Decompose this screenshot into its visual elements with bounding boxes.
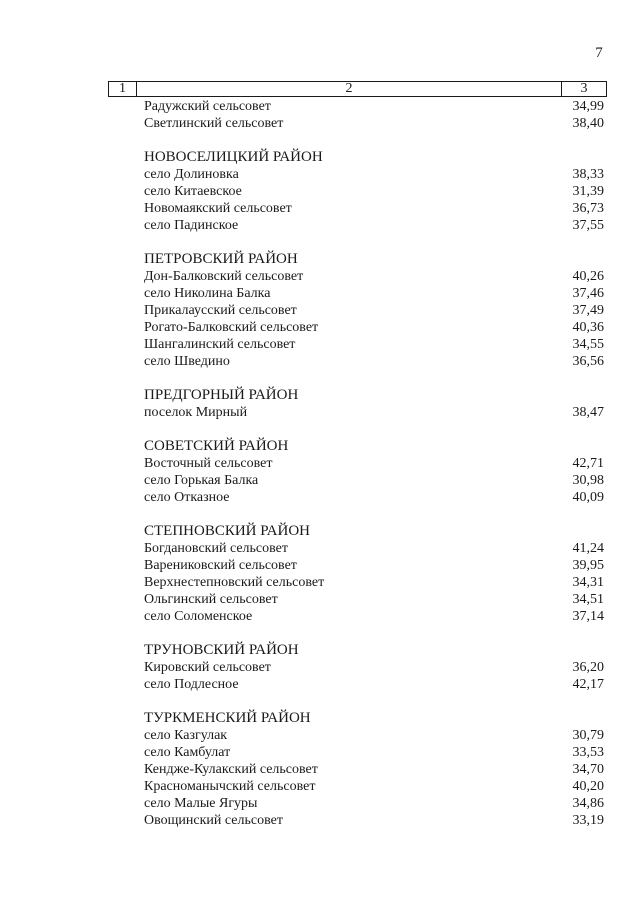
settlement-value: 33,19 bbox=[572, 813, 604, 828]
settlement-name: Богдановский сельсовет bbox=[144, 541, 288, 556]
table-header-row bbox=[108, 81, 607, 97]
settlement-name: село Шведино bbox=[144, 354, 230, 369]
table-row bbox=[144, 285, 604, 302]
settlement-name: село Казгулак bbox=[144, 728, 228, 743]
settlement-name: село Долиновка bbox=[144, 167, 239, 182]
settlement-name: Прикалаусский сельсовет bbox=[144, 303, 297, 318]
table-row bbox=[144, 455, 604, 472]
table-row bbox=[144, 115, 604, 132]
district-title: СТЕПНОВСКИЙ РАЙОН bbox=[144, 523, 311, 539]
district-title: НОВОСЕЛИЦКИЙ РАЙОН bbox=[144, 149, 323, 165]
settlement-value: 34,86 bbox=[572, 796, 604, 811]
district-section bbox=[144, 98, 604, 132]
settlement-name: село Николина Балка bbox=[144, 286, 271, 301]
settlement-value: 34,31 bbox=[572, 575, 604, 590]
settlement-name: Светлинский сельсовет bbox=[144, 116, 284, 131]
page-number: 7 bbox=[595, 45, 603, 61]
settlement-value: 34,70 bbox=[572, 762, 604, 777]
table-row bbox=[144, 268, 604, 285]
table-row bbox=[144, 472, 604, 489]
column-header-1: 1 bbox=[109, 82, 137, 96]
district-title: СОВЕТСКИЙ РАЙОН bbox=[144, 438, 289, 454]
district-section bbox=[144, 149, 604, 234]
district-section bbox=[144, 523, 604, 625]
column-header-3: 3 bbox=[580, 81, 588, 96]
settlement-value: 34,51 bbox=[572, 592, 604, 607]
settlement-name: село Горькая Балка bbox=[144, 473, 259, 488]
table-row bbox=[144, 200, 604, 217]
table-row bbox=[144, 319, 604, 336]
settlement-value: 38,40 bbox=[572, 116, 604, 131]
settlement-value: 42,17 bbox=[572, 677, 604, 692]
table-row bbox=[144, 404, 604, 421]
table-row bbox=[144, 795, 604, 812]
settlement-name: село Отказное bbox=[144, 490, 230, 505]
settlement-value: 40,09 bbox=[572, 490, 604, 505]
table-row bbox=[144, 183, 604, 200]
settlement-value: 36,20 bbox=[572, 660, 604, 675]
table-row bbox=[144, 659, 604, 676]
settlement-value: 31,39 bbox=[572, 184, 604, 199]
settlement-name: Кировский сельсовет bbox=[144, 660, 271, 675]
table-row bbox=[144, 761, 604, 778]
settlement-value: 34,99 bbox=[572, 99, 604, 114]
settlement-value: 36,73 bbox=[572, 201, 604, 216]
settlement-value: 38,33 bbox=[572, 167, 604, 182]
settlement-name: Ольгинский сельсовет bbox=[144, 592, 278, 607]
table-row bbox=[144, 353, 604, 370]
settlement-value: 30,98 bbox=[572, 473, 604, 488]
settlement-name: Рогато-Балковский сельсовет bbox=[144, 320, 319, 335]
settlement-name: село Малые Ягуры bbox=[144, 796, 258, 811]
settlement-name: село Подлесное bbox=[144, 677, 239, 692]
settlement-value: 40,26 bbox=[572, 269, 604, 284]
settlement-value: 42,71 bbox=[572, 456, 604, 471]
settlement-name: село Соломенское bbox=[144, 609, 253, 624]
table-row bbox=[144, 302, 604, 319]
settlement-name: Кендже-Кулакский сельсовет bbox=[144, 762, 318, 777]
table-row bbox=[144, 591, 604, 608]
districts-list bbox=[144, 98, 604, 829]
table-row bbox=[144, 540, 604, 557]
settlement-name: село Камбулат bbox=[144, 745, 231, 760]
settlement-value: 38,47 bbox=[572, 405, 604, 420]
table-row bbox=[144, 676, 604, 693]
district-title: ТРУНОВСКИЙ РАЙОН bbox=[144, 642, 299, 658]
table-row bbox=[144, 744, 604, 761]
district-title: ПРЕДГОРНЫЙ РАЙОН bbox=[144, 387, 299, 403]
table-row bbox=[144, 98, 604, 115]
settlement-name: Верхнестепновский сельсовет bbox=[144, 575, 325, 590]
district-section bbox=[144, 710, 604, 829]
table-row bbox=[144, 336, 604, 353]
settlement-name: Дон-Балковский сельсовет bbox=[144, 269, 304, 284]
district-section bbox=[144, 387, 604, 421]
column-header-2: 2 bbox=[137, 82, 562, 96]
settlement-value: 33,53 bbox=[572, 745, 604, 760]
settlement-name: село Китаевское bbox=[144, 184, 242, 199]
settlement-value: 37,49 bbox=[572, 303, 604, 318]
table-row bbox=[144, 557, 604, 574]
table-row bbox=[144, 217, 604, 234]
settlement-value: 37,14 bbox=[572, 609, 604, 624]
table-row bbox=[144, 574, 604, 591]
settlement-value: 37,55 bbox=[572, 218, 604, 233]
settlement-value: 36,56 bbox=[572, 354, 604, 369]
table-row bbox=[144, 489, 604, 506]
settlement-value: 30,79 bbox=[572, 728, 604, 743]
settlement-name: Варениковский сельсовет bbox=[144, 558, 297, 573]
settlement-value: 40,20 bbox=[572, 779, 604, 794]
settlement-name: село Падинское bbox=[144, 218, 239, 233]
settlement-value: 39,95 bbox=[572, 558, 604, 573]
settlement-value: 34,55 bbox=[572, 337, 604, 352]
table-row bbox=[144, 608, 604, 625]
table-row bbox=[144, 727, 604, 744]
settlement-value: 41,24 bbox=[572, 541, 604, 556]
table-row bbox=[144, 812, 604, 829]
table-row bbox=[144, 778, 604, 795]
settlement-name: Радужский сельсовет bbox=[144, 99, 271, 114]
district-section bbox=[144, 438, 604, 506]
district-section bbox=[144, 642, 604, 693]
district-title: ПЕТРОВСКИЙ РАЙОН bbox=[144, 251, 298, 267]
settlement-value: 37,46 bbox=[572, 286, 604, 301]
settlement-name: Восточный сельсовет bbox=[144, 456, 273, 471]
settlement-name: Новомаякский сельсовет bbox=[144, 201, 292, 216]
settlement-name: Овощинский сельсовет bbox=[144, 813, 283, 828]
district-title: ТУРКМЕНСКИЙ РАЙОН bbox=[144, 710, 311, 726]
settlement-name: Шангалинский сельсовет bbox=[144, 337, 296, 352]
table-row bbox=[144, 166, 604, 183]
settlement-name: поселок Мирный bbox=[144, 405, 248, 420]
settlement-name: Красноманычский сельсовет bbox=[144, 779, 316, 794]
district-section bbox=[144, 251, 604, 370]
settlement-value: 40,36 bbox=[572, 320, 604, 335]
